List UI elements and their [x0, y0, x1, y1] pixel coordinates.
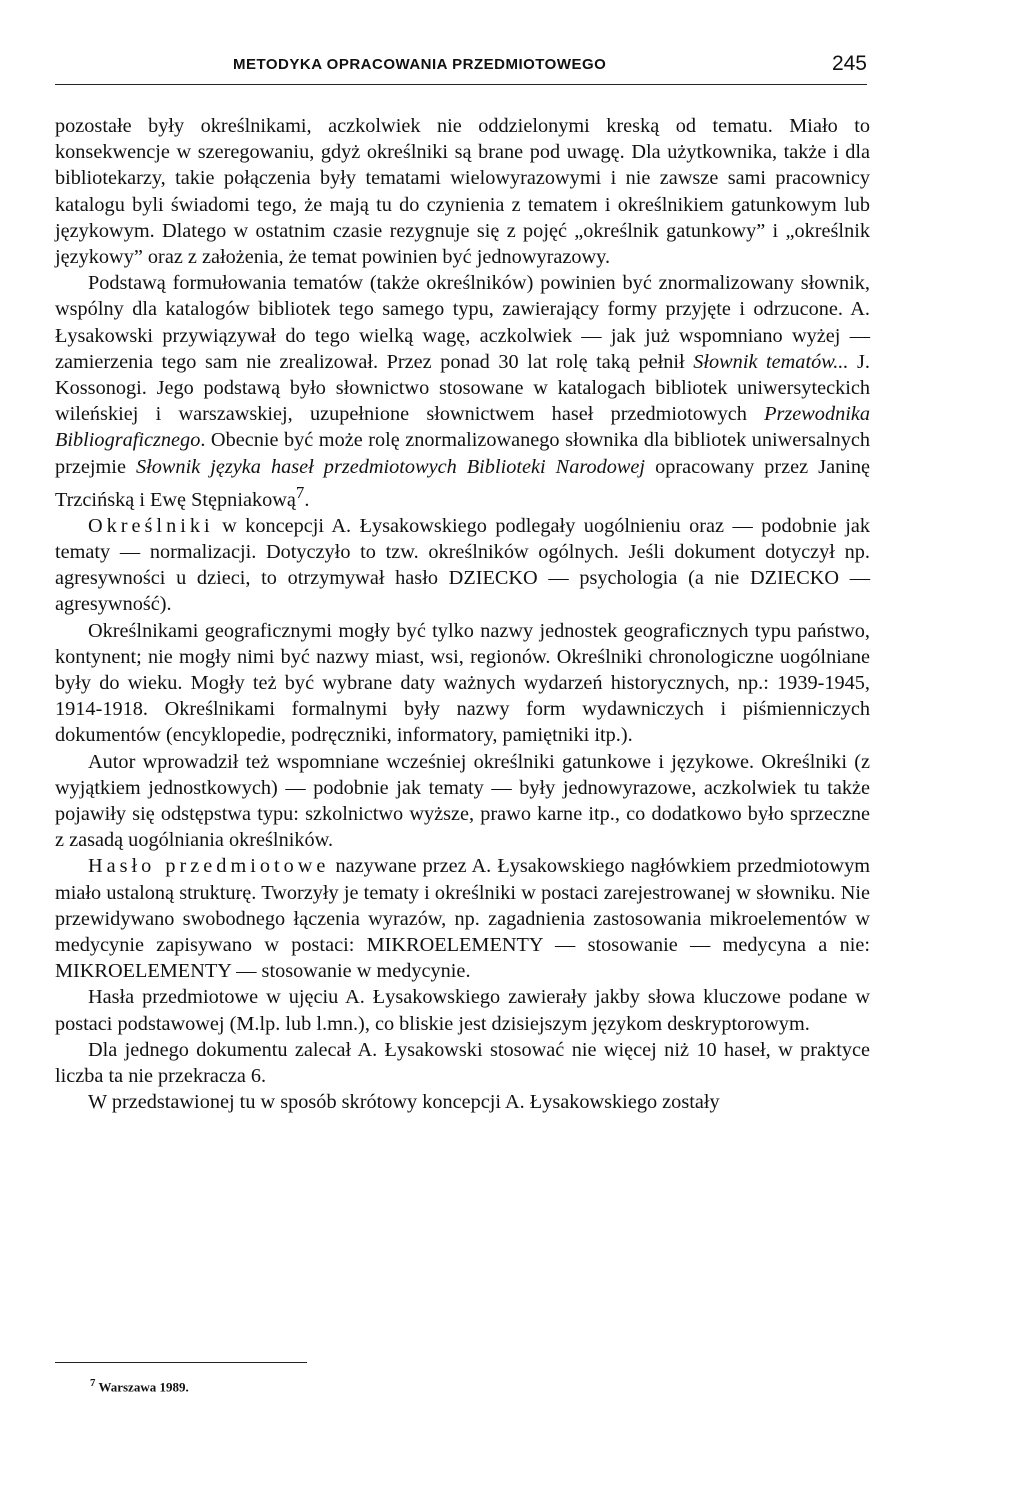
paragraph-segment: Słownik języka haseł przedmiotowych Biblioteki Narodowej: [135, 455, 646, 478]
paragraph-segment: W przedstawionej tu w sposób skrótowy koncepcji A. Łysakowskiego zostały: [88, 1091, 720, 1114]
paragraph: [55, 270, 870, 513]
paragraph-segment: 7: [295, 482, 305, 502]
page-number: 245: [831, 52, 867, 75]
paragraph-segment: Hasła przedmiotowe w ujęciu A. Łysakowskiego zawierały jakby słowa kluczowe podane w postaci podstawowej (M.lp. lub l.mn.), co bliskie jest dzisiejszym językom deskryptorowym.: [55, 986, 870, 1035]
paragraph-segment: Przewodnika Bibliograficznego: [55, 403, 870, 452]
paragraph: [55, 618, 870, 749]
paragraph-segment: .: [304, 488, 310, 511]
paragraph-segment: Określnikami geograficznymi mogły być tylko nazwy jednostek geograficznych typu państwo, kontynent; nie mogły nimi być nazwy miast, wsi, regionów. Określniki chronologiczne uogólniane były do wieku. Mogły też być wybrane daty ważnych wydarzeń historycznych, np.: 1939-1945, 1914-1918. Określnikami formalnymi były nazwy form wydawniczych i piśmienniczych dokumentów (encyklopedie, podręczniki, informatory, pamiętniki itp.).: [55, 619, 870, 747]
paragraph-segment: Dla jednego dokumentu zalecał A. Łysakowski stosować nie więcej niż 10 haseł, w praktyce liczba ta nie przekracza 6.: [55, 1038, 870, 1088]
paragraph-segment: Słownik tematów...: [693, 350, 849, 373]
footnote-text: Warszawa 1989.: [98, 1379, 189, 1395]
paragraph-segment: w koncepcji A. Łysakowskiego podlegały uogólnieniu oraz — podobnie jak tematy — normalizacji. Dotyczyło to tzw. określników ogólnych. Jeśli dokument dotyczył np. agresywności u dzieci, to otrzymywał hasło DZIECKO — psychologia (a nie DZIECKO — agresywność).: [55, 514, 870, 616]
paragraph-segment: Podstawą formułowania tematów (także określników) powinien być znormalizowany słownik, wspólny dla katalogów bibliotek tego samego typu, zawierający formy przyjęte i odrzucone. A. Łysakowski przywiązywał do tego wielką wagę, aczkolwiek — jak już wspomniano wyżej — zamierzenia tego sam nie zrealizował. Przez ponad 30 lat rolę taką pełnił: [55, 272, 870, 373]
paragraph-segment: opracowany przez Janinę Trzcińską i Ewę Stępniakową: [55, 455, 870, 511]
footnote-marker: 7: [90, 1377, 96, 1389]
paragraph: [55, 513, 870, 618]
header-rule: [55, 84, 867, 85]
paragraph-segment: Hasło przedmiotowe: [88, 855, 330, 878]
paragraph-segment: pozostałe były określnikami, aczkolwiek nie oddzielonymi kreską od tematu. Miało to konsekwencje w szeregowaniu, gdyż określniki są brane pod uwagę. Dla użytkownika, także i dla bibliotekarzy, takie połączenia były tematami wielowyrazowymi i nie zawsze sami pracownicy katalogu byli świadomi tego, że mają tu do czynienia z tematem i określnikiem gatunkowym lub językowym. Dlatego w ostatnim czasie rezygnuje się z pojęć „określnik gatunkowy” i „określnik językowy” oraz z założenia, że temat powinien być jednowyrazowy.: [55, 115, 870, 269]
paragraph: [55, 984, 870, 1036]
paragraph: [55, 749, 870, 854]
page-header: [55, 52, 867, 82]
paragraph-segment: Określniki: [88, 514, 214, 537]
footnote-rule: [55, 1362, 307, 1363]
paragraph: [55, 1037, 870, 1089]
running-title: METODYKA OPRACOWANIA PRZEDMIOTOWEGO: [233, 56, 607, 73]
paragraph-segment: nazywane przez A. Łysakowskiego nagłówkiem przedmiotowym miało ustaloną strukturę. Tworzyły je tematy i określniki w postaci zarejestrowanej w słowniku. Nie przewidywano swobodnego łączenia wyrazów, np. zagadnienia zastosowania mikroelementów w medycynie zapisywano w postaci: MIKROELEMENTY — stosowanie — medycyna a nie: MIKROELEMENTY — stosowanie w medycynie.: [55, 855, 870, 983]
paragraph: [55, 853, 870, 984]
paragraph: [55, 113, 870, 270]
body-text: [55, 113, 870, 1115]
footnote: [90, 1377, 189, 1395]
paragraph-segment: . Obecnie być może rolę znormalizowanego słownika dla bibliotek uniwersalnych przejmie: [55, 429, 870, 478]
paragraph: [55, 1089, 870, 1115]
paragraph-segment: J. Kossonogi. Jego podstawą było słownictwo stosowane w katalogach bibliotek uniwersyteckich wileńskiej i warszawskiej, uzupełnione słownictwem haseł przedmiotowych: [55, 350, 870, 426]
paragraph-segment: Autor wprowadził też wspomniane wcześniej określniki gatunkowe i językowe. Określniki (z wyjątkiem jednostkowych) — podobnie jak tematy — były jednowyrazowe, aczkolwiek tu także pojawiły się odstępstwa typu: szkolnictwo wyższe, prawo karne itp., co dodatkowo było sprzeczne z zasadą uogólniania określników.: [55, 750, 870, 852]
